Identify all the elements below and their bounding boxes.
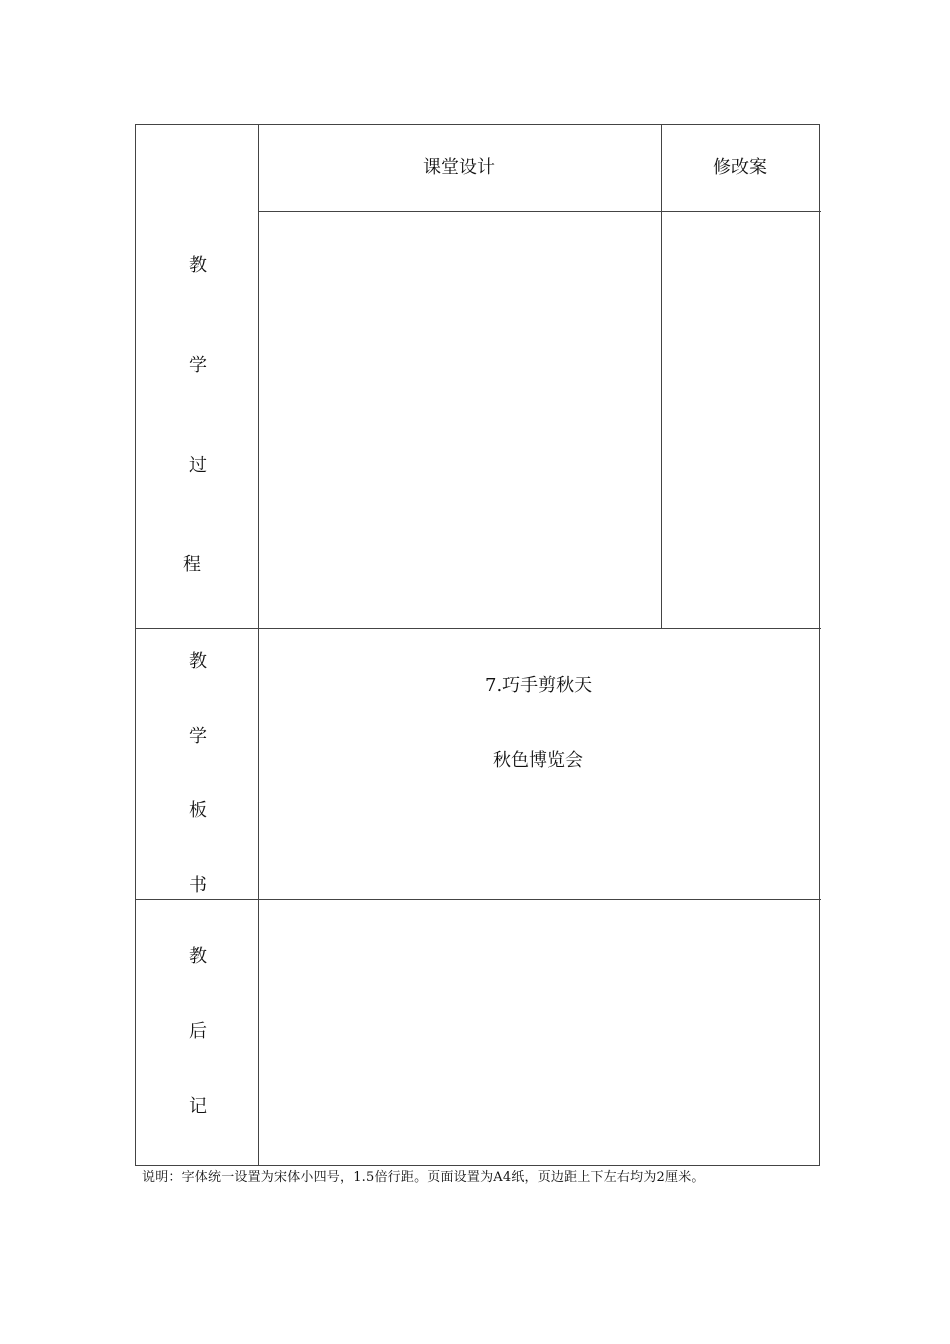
header-revision: 修改案: [713, 157, 767, 178]
process-label-char: 学: [189, 355, 207, 376]
afterword-label-char: 后: [189, 1021, 207, 1042]
process-label-char: 程: [183, 554, 201, 575]
board-label-char: 学: [189, 726, 207, 747]
header-design: 课堂设计: [423, 157, 495, 178]
afterword-label-char: 记: [189, 1096, 207, 1117]
board-subtitle: 秋色博览会: [493, 750, 583, 771]
board-title: 7.巧手剪秋天: [485, 675, 593, 696]
afterword-label-char: 教: [189, 946, 207, 967]
header-divider: [258, 211, 821, 212]
label-column-divider: [258, 125, 259, 1165]
process-section-divider: [136, 628, 821, 629]
board-section-divider: [136, 899, 821, 900]
process-label-char: 教: [189, 255, 207, 276]
board-label-char: 书: [189, 875, 207, 896]
lesson-plan-table: [135, 124, 820, 1166]
formatting-note: 说明：字体统一设置为宋体小四号，1.5倍行距。页面设置为A4纸，页边距上下左右均为2厘米。: [142, 1170, 705, 1185]
board-label-char: 板: [189, 800, 207, 821]
revision-column-divider: [661, 125, 662, 628]
board-label-char: 教: [189, 651, 207, 672]
process-label-char: 过: [189, 455, 207, 476]
